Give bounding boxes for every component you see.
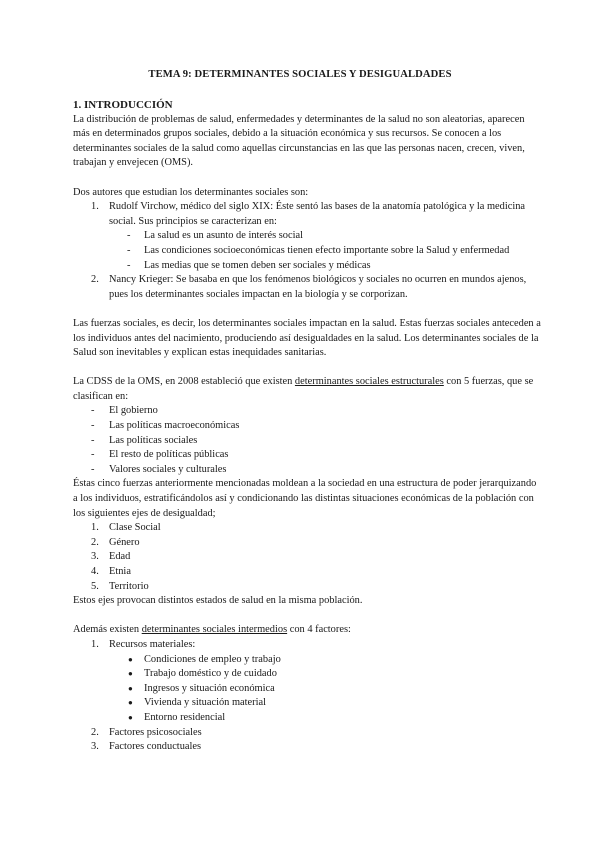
list-item [73, 521, 543, 536]
list-item: ● Ingresos y situación económica [73, 682, 543, 697]
ejes-list [73, 521, 543, 594]
eje-text: Etnia [109, 566, 131, 577]
list-item: - El resto de políticas públicas [73, 448, 543, 463]
list-number: 1. [91, 201, 99, 213]
list-item [73, 273, 543, 302]
cdss-paragraph [73, 375, 543, 404]
eje-text: Clase Social [109, 522, 161, 534]
authors-list [73, 200, 543, 229]
recursos-sublist [73, 653, 543, 726]
structural-determinants-term: determinantes sociales estructurales [294, 376, 444, 388]
factores-list [73, 638, 543, 653]
cdss-pre: La CDSS de la OMS, en 2008 estableció que existen [73, 376, 295, 388]
list-item [73, 200, 543, 229]
factor-text: Factores psicosociales [109, 726, 202, 738]
fuerzas-explain: Éstas cinco fuerzas anteriormente mencionadas moldean a la sociedad en una estructura de poder jerarquizando a los individuos, estratificándolos así y condicionando las distintas situaciones económicas de la población con los siguientes ejes de desigualdad; [73, 478, 537, 519]
list-item [73, 536, 543, 551]
fuerzas-paragraph: Las fuerzas sociales, es decir, los determinantes sociales impactan en la salud. Estas fuerzas sociales anteceden a los individuos antes del nacimiento, produciendo así desigualdades en la salud. Los determinantes sociales de la Salud son inevitables y explican estas inequidades sanitarias. [73, 317, 541, 359]
list-number: 1. [91, 638, 99, 650]
list-item: - La salud es un asunto de interés social [73, 229, 543, 244]
ejes-note: Estos ejes provocan distintos estados de salud en la misma población. [73, 595, 363, 607]
list-item: ● Entorno residencial [73, 711, 543, 726]
factor-text: Factores conductuales [109, 741, 202, 753]
list-item [73, 638, 543, 653]
list-number: 3. [91, 551, 99, 563]
list-item: ● Trabajo doméstico y de cuidado [73, 667, 543, 682]
cdss-post: con 5 fuerzas, que se clasifican en: [73, 376, 534, 402]
fuerzas-list [73, 404, 543, 477]
authors-lead: Dos autores que estudian los determinantes sociales son: [73, 186, 309, 198]
list-item [73, 726, 543, 741]
section-heading: 1. INTRODUCCIÓN [73, 99, 173, 111]
list-item [73, 565, 543, 580]
list-item [73, 740, 543, 755]
list-item: ● Vivienda y situación material [73, 696, 543, 711]
eje-text: Edad [109, 551, 131, 563]
factor-text: Recursos materiales: [109, 638, 196, 650]
intermediate-paragraph [73, 623, 543, 638]
list-item: - Las políticas sociales [73, 434, 543, 449]
list-item: - Valores sociales y culturales [73, 463, 543, 478]
authors-list-cont [73, 273, 543, 302]
intermediate-determinants-term: determinantes sociales intermedios [141, 624, 288, 636]
list-number: 2. [91, 274, 99, 286]
virchow-principles [73, 229, 543, 273]
list-item [73, 550, 543, 565]
list-number: 4. [91, 566, 99, 577]
list-item [73, 580, 543, 595]
intro-paragraph: La distribución de problemas de salud, enfermedades y determinantes de la salud no son aleatorias, aparecen más en determinados grupos sociales, debido a la situación económica y sus recursos. Se conocen a los determinantes sociales de la salud como aquellas circunstancias en las que las personas nacen, crecen, viven, trabajan y envejecen (OMS). [73, 113, 525, 169]
inter-pre: Además existen [73, 624, 142, 636]
list-item: - Las medias que se tomen deben ser sociales y médicas [73, 259, 543, 274]
list-item: ● Condiciones de empleo y trabajo [73, 653, 543, 668]
list-number: 2. [91, 726, 99, 738]
inter-post: con 4 factores: [287, 624, 351, 636]
author-krieger: Nancy Krieger: Se basaba en que los fenómenos biológicos y sociales no ocurren en mundos ajenos, pues los determinantes sociales impactan en la biología y se corporizan. [109, 274, 527, 300]
list-item: - Las condiciones socioeconómicas tienen efecto importante sobre la Salud y enfermedad [73, 244, 543, 259]
list-number: 5. [91, 580, 99, 592]
factores-list-cont [73, 726, 543, 755]
author-virchow: Rudolf Virchow, médico del siglo XIX: Éste sentó las bases de la anatomía patológica y la medicina social. Sus principios se caracterizan en: [109, 201, 526, 227]
list-item: - El gobierno [73, 404, 543, 419]
list-number: 3. [91, 741, 99, 753]
document-title: TEMA 9: DETERMINANTES SOCIALES Y DESIGUALDADES [148, 69, 452, 80]
eje-text: Territorio [109, 580, 149, 592]
eje-text: Género [109, 536, 140, 548]
list-number: 2. [91, 536, 99, 548]
list-number: 1. [91, 522, 99, 534]
list-item: - Las políticas macroeconómicas [73, 419, 543, 434]
document-body [73, 98, 543, 755]
